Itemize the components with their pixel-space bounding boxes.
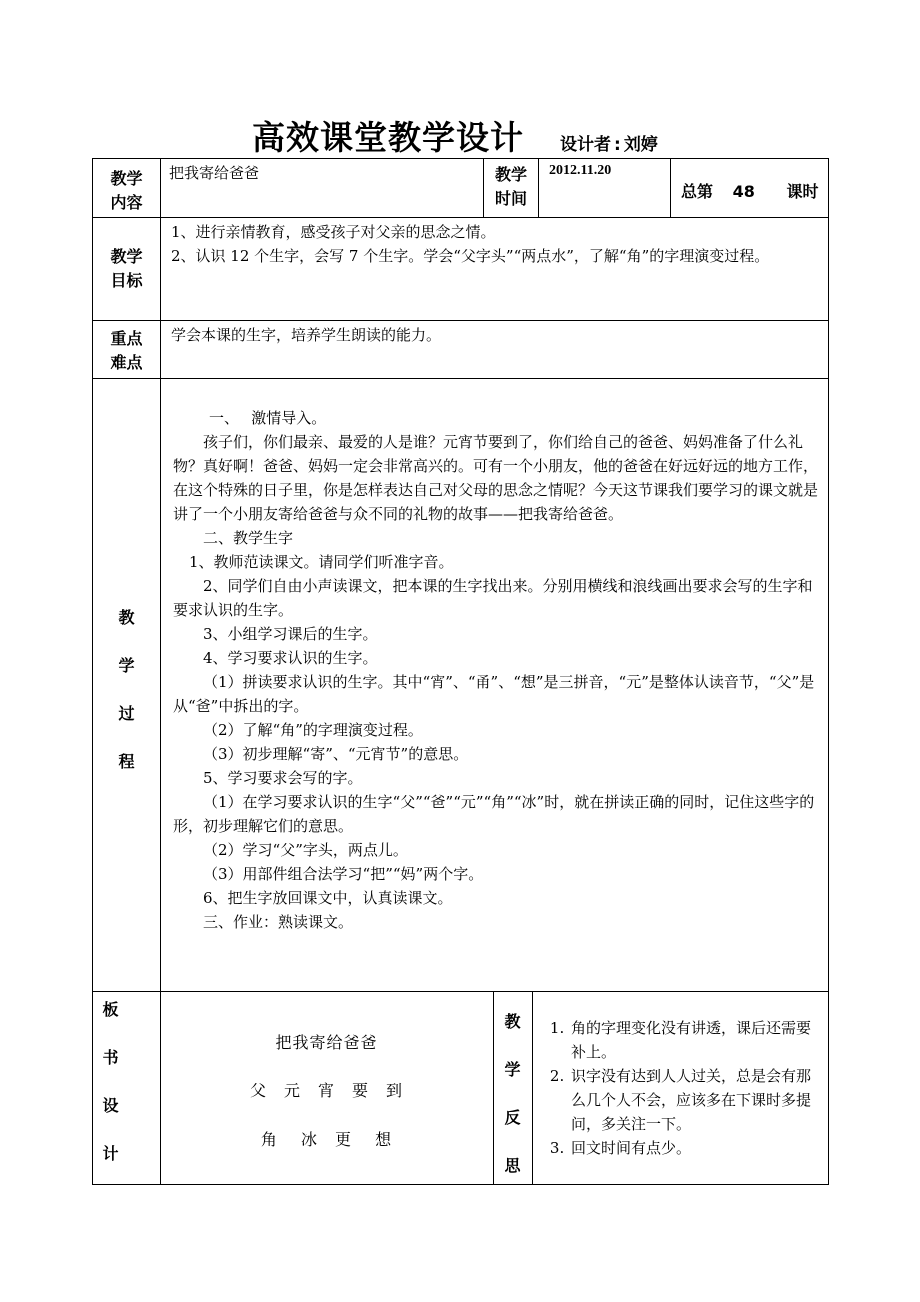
process-paragraph: （2）学习“父”字头，两点儿。 bbox=[203, 841, 408, 859]
goal-line: 2、认识 12 个生字，会写 7 个生字。学会“父字头”“两点水”，了解“角”的字理演变过程。 bbox=[171, 247, 770, 265]
process-label: 教 学 过 程 bbox=[93, 378, 160, 991]
reflection-item: 1. 角的字理变化没有讲透，课后还需要补上。 bbox=[569, 1016, 820, 1064]
board-line: 把我寄给爸爸 bbox=[275, 1033, 378, 1052]
lesson-suffix: 课时 bbox=[786, 182, 819, 201]
process-paragraph: 4、学习要求认识的生字。 bbox=[203, 649, 378, 667]
lesson-plan-table bbox=[92, 158, 829, 1185]
reflection-content bbox=[532, 991, 828, 1184]
process-paragraph: 孩子们，你们最亲、最爱的人是谁？元宵节要到了，你们给自己的爸爸、妈妈准备了什么礼物？真好啊！爸爸、妈妈一定会非常高兴的。可有一个小朋友，他的爸爸在好远好远的地方工作，在这个特殊的日子里，你是怎样表达自己对父母的思念之情呢？今天这节课我们要学习的课文就是讲了一个小朋友寄给爸爸与众不同的礼物的故事——把我寄给爸爸。 bbox=[173, 433, 819, 523]
process-paragraph: 二、教学生字 bbox=[203, 529, 294, 547]
process-paragraph: 一、 激情导入。 bbox=[209, 409, 327, 427]
board-content bbox=[160, 991, 493, 1184]
time-label: 教学时间 bbox=[483, 159, 538, 217]
goals-content bbox=[160, 217, 828, 320]
process-paragraph: （2）了解“角”的字理演变过程。 bbox=[203, 721, 423, 739]
designer-label: 设计者 bbox=[560, 135, 611, 155]
process-content bbox=[160, 378, 828, 991]
process-paragraph: （3）初步理解“寄”、“元宵节”的意思。 bbox=[203, 745, 469, 763]
content-value: 把我寄给爸爸 bbox=[160, 159, 483, 217]
keypoints-label: 重点难点 bbox=[93, 320, 160, 378]
lesson-count bbox=[670, 159, 828, 217]
title-row bbox=[0, 112, 920, 162]
process-paragraph: 1、教师范读课文。请同学们听准字音。 bbox=[189, 553, 454, 571]
process-paragraph: （1）拼读要求认识的生字。其中“宵”、“甬”、“想”是三拼音，“元”是整体认读音节，“父”是从“爸”中拆出的字。 bbox=[173, 673, 815, 715]
process-paragraph: 6、把生字放回课文中，认真读课文。 bbox=[203, 889, 453, 907]
process-paragraph: 2、同学们自由小声读课文，把本课的生字找出来。分别用横线和浪线画出要求会写的生字和要求认识的生字。 bbox=[173, 577, 813, 619]
lesson-date: 2012.11.20 bbox=[538, 159, 670, 217]
goals-label: 教学目标 bbox=[93, 217, 160, 320]
reflection-item: 2. 识字没有达到人人过关，总是会有那么几个人不会，应该多在下课时多提问，多关注一下。 bbox=[569, 1064, 820, 1136]
reflection-item: 3. 回文时间有点少。 bbox=[569, 1136, 820, 1160]
content-label: 教学内容 bbox=[110, 169, 143, 212]
keypoints-content: 学会本课的生字，培养学生朗读的能力。 bbox=[160, 320, 828, 378]
goal-line: 1、进行亲情教育，感受孩子对父亲的思念之情。 bbox=[171, 223, 496, 241]
lesson-number: 48 bbox=[732, 182, 755, 201]
process-paragraph: 5、学习要求会写的字。 bbox=[203, 769, 363, 787]
designer-name: 刘婷 bbox=[623, 135, 658, 155]
designer-info bbox=[560, 130, 658, 155]
process-paragraph: （3）用部件组合法学习“把”“妈”两个字。 bbox=[203, 865, 484, 883]
process-paragraph: 三、作业：熟读课文。 bbox=[203, 913, 354, 931]
lesson-prefix: 总第 bbox=[681, 182, 714, 201]
process-paragraph: （1）在学习要求认识的生字“父”“爸”“元”“角”“冰”时，就在拼读正确的同时，记住这些字的形，初步理解它们的意思。 bbox=[173, 793, 815, 835]
reflection-list bbox=[539, 1016, 820, 1160]
designer-separator: : bbox=[614, 135, 621, 155]
reflection-label: 教 学 反 思 bbox=[493, 991, 532, 1184]
board-line: 角 冰 更 想 bbox=[260, 1130, 393, 1149]
board-label: 板 书 设 计 bbox=[93, 991, 160, 1184]
page-title: 高效课堂教学设计 bbox=[252, 118, 524, 157]
board-line: 父 元 宵 要 到 bbox=[249, 1081, 403, 1100]
process-paragraph: 3、小组学习课后的生字。 bbox=[203, 625, 378, 643]
